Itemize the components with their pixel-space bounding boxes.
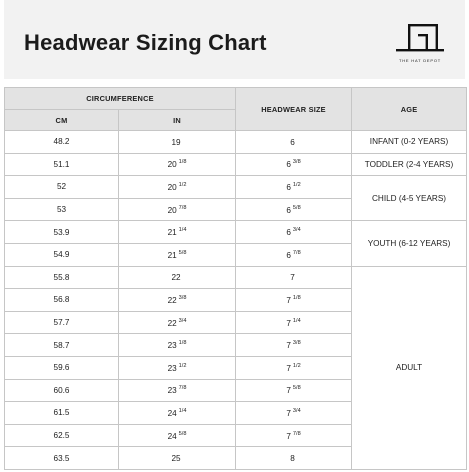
hat-depot-logo [396, 22, 444, 66]
in-cell: 20 $^{1/2}$ [119, 176, 236, 199]
age-header: AGE [352, 88, 467, 131]
size-cell: 7 $^{3/4}$ [236, 402, 352, 425]
in-cell: 23 $^{1/2}$ [119, 356, 236, 379]
table-row [5, 221, 467, 244]
size-cell: 6 $^{5/8}$ [236, 198, 352, 221]
size-cell: 6 [236, 131, 352, 154]
size-cell: 6 $^{1/2}$ [236, 176, 352, 199]
table-row [5, 153, 467, 176]
size-cell: 7 $^{3/8}$ [236, 334, 352, 357]
age-cell-adult: ADULT [352, 266, 467, 469]
in-cell: 22 $^{3/4}$ [119, 311, 236, 334]
size-cell: 6 $^{3/4}$ [236, 221, 352, 244]
cm-cell: 54.9 [5, 243, 119, 266]
in-cell: 22 $^{3/8}$ [119, 289, 236, 312]
headwear-size-header: HEADWEAR SIZE [236, 88, 352, 131]
circumference-header: CIRCUMFERENCE [5, 88, 236, 110]
in-cell: 21 $^{1/4}$ [119, 221, 236, 244]
in-cell: 23 $^{7/8}$ [119, 379, 236, 402]
age-cell-child: CHILD (4-5 YEARS) [352, 176, 467, 221]
age-cell-toddler: TODDLER (2-4 YEARS) [352, 153, 467, 176]
cm-header: CM [5, 110, 119, 131]
in-cell: 24 $^{1/4}$ [119, 402, 236, 425]
cm-cell: 55.8 [5, 266, 119, 289]
cm-cell: 56.8 [5, 289, 119, 312]
in-cell: 20 $^{7/8}$ [119, 198, 236, 221]
size-cell: 7 $^{5/8}$ [236, 379, 352, 402]
cm-cell: 62.5 [5, 424, 119, 447]
in-cell: 24 $^{5/8}$ [119, 424, 236, 447]
cm-cell: 48.2 [5, 131, 119, 154]
size-cell: 7 $^{1/8}$ [236, 289, 352, 312]
age-cell-youth: YOUTH (6-12 YEARS) [352, 221, 467, 266]
size-cell: 7 $^{7/8}$ [236, 424, 352, 447]
cm-cell: 61.5 [5, 402, 119, 425]
cm-cell: 60.6 [5, 379, 119, 402]
page-title: Headwear Sizing Chart [24, 30, 267, 55]
table-row [5, 131, 467, 154]
cm-cell: 57.7 [5, 311, 119, 334]
age-cell-infant: INFANT (0-2 YEARS) [352, 131, 467, 154]
logo-wordmark: THE HAT DEPOT [398, 58, 442, 63]
in-cell: 20 $^{1/8}$ [119, 153, 236, 176]
in-cell: 21 $^{5/8}$ [119, 243, 236, 266]
size-cell: 6 $^{3/8}$ [236, 153, 352, 176]
in-cell: 22 [119, 266, 236, 289]
cm-cell: 59.6 [5, 356, 119, 379]
cm-cell: 52 [5, 176, 119, 199]
size-cell: 6 $^{7/8}$ [236, 243, 352, 266]
cm-cell: 53 [5, 198, 119, 221]
hat-logo-icon [396, 22, 444, 56]
size-cell: 7 [236, 266, 352, 289]
table-row [5, 176, 467, 199]
in-header: IN [119, 110, 236, 131]
cm-cell: 63.5 [5, 447, 119, 470]
table-row [5, 266, 467, 289]
cm-cell: 58.7 [5, 334, 119, 357]
in-cell: 23 $^{1/8}$ [119, 334, 236, 357]
in-cell: 19 [119, 131, 236, 154]
title-banner [4, 0, 465, 79]
cm-cell: 51.1 [5, 153, 119, 176]
size-cell: 7 $^{1/2}$ [236, 356, 352, 379]
size-cell: 7 $^{1/4}$ [236, 311, 352, 334]
size-cell: 8 [236, 447, 352, 470]
in-cell: 25 [119, 447, 236, 470]
sizing-table [4, 87, 467, 470]
cm-cell: 53.9 [5, 221, 119, 244]
